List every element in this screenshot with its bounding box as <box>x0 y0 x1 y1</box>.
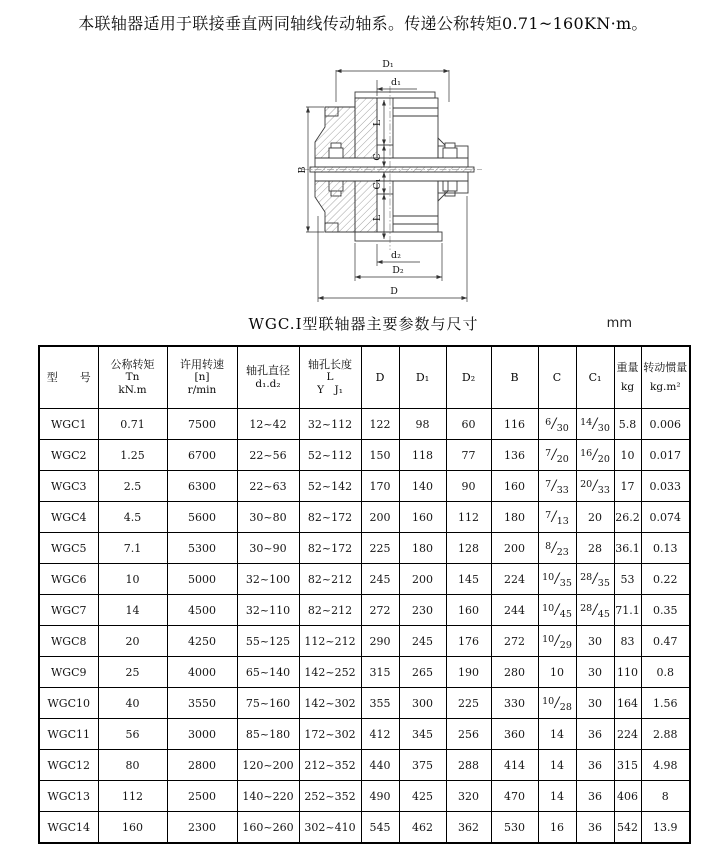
cell: 345 <box>399 719 446 750</box>
cell: 224 <box>614 719 641 750</box>
table-row <box>39 812 690 844</box>
cell: 288 <box>446 750 491 781</box>
cell: 30~80 <box>237 502 299 533</box>
dim-label-C: C <box>372 153 383 161</box>
cell: 7/13 <box>538 502 576 533</box>
cell: 530 <box>491 812 538 844</box>
col-header-C: C <box>538 346 576 409</box>
cell: 4250 <box>167 626 237 657</box>
cell: 2800 <box>167 750 237 781</box>
cell: 0.033 <box>641 471 690 502</box>
cell: 10/29 <box>538 626 576 657</box>
cell: 56 <box>98 719 167 750</box>
table-row <box>39 719 690 750</box>
cell: 10 <box>614 440 641 471</box>
cell: WGC11 <box>39 719 98 750</box>
cell: 10/35 <box>538 564 576 595</box>
cell: 118 <box>399 440 446 471</box>
cell: 0.22 <box>641 564 690 595</box>
cell: 140 <box>399 471 446 502</box>
cell: 112~212 <box>299 626 361 657</box>
col-header-bore-dia: 轴孔直径 d₁.d₂ <box>237 346 299 409</box>
cell: 180 <box>491 502 538 533</box>
dim-label-d1: d₁ <box>391 77 401 88</box>
cell: 330 <box>491 688 538 719</box>
cell: 212~352 <box>299 750 361 781</box>
cell: 160 <box>446 595 491 626</box>
cell: 462 <box>399 812 446 844</box>
cell: 0.074 <box>641 502 690 533</box>
cell: 244 <box>491 595 538 626</box>
dimension-labels <box>297 59 404 297</box>
cell: 245 <box>399 626 446 657</box>
cell: 82~212 <box>299 564 361 595</box>
table-row <box>39 626 690 657</box>
dim-label-C1: C₁ <box>372 178 383 190</box>
flange-membrane <box>310 158 474 181</box>
cell: 230 <box>399 595 446 626</box>
cell: 252~352 <box>299 781 361 812</box>
cell: 75~160 <box>237 688 299 719</box>
cell: 160 <box>399 502 446 533</box>
cell: 200 <box>491 533 538 564</box>
cell: 265 <box>399 657 446 688</box>
cell: 245 <box>361 564 399 595</box>
cell: 176 <box>446 626 491 657</box>
col-header-bore-len: 轴孔长度 L Y J₁ <box>299 346 361 409</box>
cell: 425 <box>399 781 446 812</box>
cell: 0.35 <box>641 595 690 626</box>
cell: 36 <box>576 781 614 812</box>
col-header-inertia: 转动惯量 kg.m² <box>641 346 690 409</box>
cell: 10 <box>538 657 576 688</box>
cell: 30 <box>576 626 614 657</box>
table-row <box>39 409 690 440</box>
cell: 406 <box>614 781 641 812</box>
cell: 302~410 <box>299 812 361 844</box>
cell: 170 <box>361 471 399 502</box>
cell: 142~302 <box>299 688 361 719</box>
cell: 160~260 <box>237 812 299 844</box>
coupling-drawing-svg <box>280 50 490 310</box>
cell: 440 <box>361 750 399 781</box>
cell: 85~180 <box>237 719 299 750</box>
cell: WGC9 <box>39 657 98 688</box>
cell: 190 <box>446 657 491 688</box>
cell: 20 <box>576 502 614 533</box>
cell: 1.56 <box>641 688 690 719</box>
cell: 7/33 <box>538 471 576 502</box>
cell: 32~112 <box>299 409 361 440</box>
cell: 32~110 <box>237 595 299 626</box>
cell: 315 <box>361 657 399 688</box>
dim-label-L-upper: L <box>372 119 383 127</box>
cell: 5600 <box>167 502 237 533</box>
cell: 7.1 <box>98 533 167 564</box>
col-header-model: 型 号 <box>39 346 98 409</box>
col-header-torque: 公称转矩 Tn kN.m <box>98 346 167 409</box>
unit-label: mm <box>606 316 632 331</box>
col-header-B: B <box>491 346 538 409</box>
cell: 22~63 <box>237 471 299 502</box>
cell: 180 <box>399 533 446 564</box>
cell: 225 <box>361 533 399 564</box>
cell: WGC3 <box>39 471 98 502</box>
table-row <box>39 657 690 688</box>
cell: 8 <box>641 781 690 812</box>
cell: 53 <box>614 564 641 595</box>
cell: 13.9 <box>641 812 690 844</box>
cell: 112 <box>98 781 167 812</box>
cell: 5000 <box>167 564 237 595</box>
cell: 52~142 <box>299 471 361 502</box>
cell: 80 <box>98 750 167 781</box>
intro-text: 本联轴器适用于联接垂直两同轴线传动轴系。传递公称转矩0.71~160KN·m。 <box>78 14 648 33</box>
cell: 110 <box>614 657 641 688</box>
cell: 116 <box>491 409 538 440</box>
col-header-D1: D₁ <box>399 346 446 409</box>
cell: 55~125 <box>237 626 299 657</box>
cell: WGC1 <box>39 409 98 440</box>
cell: 5.8 <box>614 409 641 440</box>
cell: 0.8 <box>641 657 690 688</box>
cell: 20 <box>98 626 167 657</box>
table-row <box>39 440 690 471</box>
cell: 545 <box>361 812 399 844</box>
table-row <box>39 595 690 626</box>
cell: 10/45 <box>538 595 576 626</box>
cell: WGC10 <box>39 688 98 719</box>
spec-table <box>38 345 691 844</box>
cell: 164 <box>614 688 641 719</box>
cell: 40 <box>98 688 167 719</box>
cell: 542 <box>614 812 641 844</box>
cell: 28 <box>576 533 614 564</box>
cell: 225 <box>446 688 491 719</box>
cell: 32~100 <box>237 564 299 595</box>
cell: 3000 <box>167 719 237 750</box>
cell: 256 <box>446 719 491 750</box>
table-body <box>39 409 690 844</box>
cell: 145 <box>446 564 491 595</box>
cell: 200 <box>399 564 446 595</box>
cell: WGC8 <box>39 626 98 657</box>
cell: WGC14 <box>39 812 98 844</box>
cell: 142~252 <box>299 657 361 688</box>
cell: 355 <box>361 688 399 719</box>
cell: 375 <box>399 750 446 781</box>
cell: 82~172 <box>299 533 361 564</box>
cell: 2500 <box>167 781 237 812</box>
cell: WGC4 <box>39 502 98 533</box>
cell: 36 <box>576 750 614 781</box>
dim-label-d2: d₂ <box>391 250 401 261</box>
header-row <box>39 346 690 409</box>
cell: 4.98 <box>641 750 690 781</box>
cell: 360 <box>491 719 538 750</box>
cell: 224 <box>491 564 538 595</box>
cell: 14 <box>98 595 167 626</box>
cell: 82~172 <box>299 502 361 533</box>
cell: 122 <box>361 409 399 440</box>
cell: 2.88 <box>641 719 690 750</box>
cell: 36 <box>576 719 614 750</box>
cell: 7/20 <box>538 440 576 471</box>
cell: 200 <box>361 502 399 533</box>
dim-label-D: D <box>390 286 398 297</box>
cell: 160 <box>491 471 538 502</box>
cell: 290 <box>361 626 399 657</box>
table-row <box>39 564 690 595</box>
cell: 98 <box>399 409 446 440</box>
cell: 414 <box>491 750 538 781</box>
cell: 71.1 <box>614 595 641 626</box>
table-title: WGC.I型联轴器主要参数与尺寸 <box>248 315 479 333</box>
cell: 22~56 <box>237 440 299 471</box>
cell: 136 <box>491 440 538 471</box>
cell: 3550 <box>167 688 237 719</box>
cell: 25 <box>98 657 167 688</box>
cell: 412 <box>361 719 399 750</box>
table-row <box>39 502 690 533</box>
cell: 0.13 <box>641 533 690 564</box>
cell: 4000 <box>167 657 237 688</box>
cell: WGC13 <box>39 781 98 812</box>
cell: 128 <box>446 533 491 564</box>
coupling-section-drawing <box>280 50 490 310</box>
cell: 30 <box>576 657 614 688</box>
cell: 490 <box>361 781 399 812</box>
cell: 0.017 <box>641 440 690 471</box>
cell: 272 <box>491 626 538 657</box>
cell: 362 <box>446 812 491 844</box>
col-header-speed: 许用转速 [n] r/min <box>167 346 237 409</box>
cell: 65~140 <box>237 657 299 688</box>
col-header-C1: C₁ <box>576 346 614 409</box>
cell: 272 <box>361 595 399 626</box>
cell: 83 <box>614 626 641 657</box>
cell: 30~90 <box>237 533 299 564</box>
cell: WGC6 <box>39 564 98 595</box>
cell: 7500 <box>167 409 237 440</box>
cell: 1.25 <box>98 440 167 471</box>
col-header-D2: D₂ <box>446 346 491 409</box>
cell: 30 <box>576 688 614 719</box>
dim-label-L-lower: L <box>372 214 383 222</box>
cell: 28/35 <box>576 564 614 595</box>
cell: 4.5 <box>98 502 167 533</box>
cell: 0.71 <box>98 409 167 440</box>
cell: 470 <box>491 781 538 812</box>
cell: 150 <box>361 440 399 471</box>
cell: 320 <box>446 781 491 812</box>
cell: 28/45 <box>576 595 614 626</box>
cell: 112 <box>446 502 491 533</box>
cell: 20/33 <box>576 471 614 502</box>
cell: WGC12 <box>39 750 98 781</box>
cell: 160 <box>98 812 167 844</box>
table-row <box>39 533 690 564</box>
cell: 120~200 <box>237 750 299 781</box>
cell: 14 <box>538 750 576 781</box>
cell: 280 <box>491 657 538 688</box>
dim-label-D2: D₂ <box>392 265 404 276</box>
table-row <box>39 471 690 502</box>
dim-label-D1: D₁ <box>382 59 394 70</box>
cell: 4500 <box>167 595 237 626</box>
cell: 26.2 <box>614 502 641 533</box>
cell: 14 <box>538 719 576 750</box>
cell: 10 <box>98 564 167 595</box>
cell: 300 <box>399 688 446 719</box>
cell: 52~112 <box>299 440 361 471</box>
cell: 315 <box>614 750 641 781</box>
cell: 6700 <box>167 440 237 471</box>
col-header-weight: 重量 kg <box>614 346 641 409</box>
cell: 36 <box>576 812 614 844</box>
cell: 60 <box>446 409 491 440</box>
cell: 16/20 <box>576 440 614 471</box>
table-row <box>39 688 690 719</box>
cell: 14 <box>538 781 576 812</box>
cell: 2.5 <box>98 471 167 502</box>
cell: WGC2 <box>39 440 98 471</box>
table-title-row <box>38 313 689 339</box>
cell: 6/30 <box>538 409 576 440</box>
cell: 14/30 <box>576 409 614 440</box>
cell: 6300 <box>167 471 237 502</box>
cell: 2300 <box>167 812 237 844</box>
cell: WGC7 <box>39 595 98 626</box>
cell: 82~212 <box>299 595 361 626</box>
cell: 12~42 <box>237 409 299 440</box>
col-header-D: D <box>361 346 399 409</box>
cell: 172~302 <box>299 719 361 750</box>
cell: 10/28 <box>538 688 576 719</box>
cell: 77 <box>446 440 491 471</box>
cell: 36.1 <box>614 533 641 564</box>
table-row <box>39 781 690 812</box>
cell: 0.47 <box>641 626 690 657</box>
cell: WGC5 <box>39 533 98 564</box>
cell: 16 <box>538 812 576 844</box>
table-row <box>39 750 690 781</box>
dim-label-B: B <box>297 166 308 174</box>
cell: 17 <box>614 471 641 502</box>
cell: 8/23 <box>538 533 576 564</box>
cell: 0.006 <box>641 409 690 440</box>
cell: 5300 <box>167 533 237 564</box>
cell: 90 <box>446 471 491 502</box>
cell: 140~220 <box>237 781 299 812</box>
